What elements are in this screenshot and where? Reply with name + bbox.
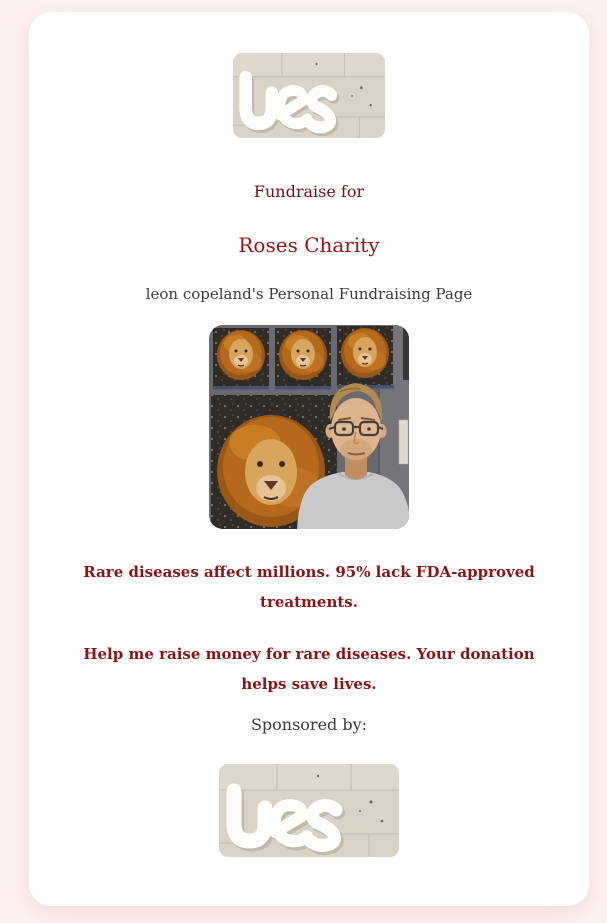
sponsor-logo-bottom xyxy=(219,764,399,857)
fundraising-email-card xyxy=(29,12,589,906)
fundraiser-photo xyxy=(209,325,409,529)
sponsored-by-label: Sponsored by: xyxy=(250,715,368,734)
lion-painting-small-1 xyxy=(213,328,269,390)
charity-name: Roses Charity xyxy=(238,233,380,257)
lion-painting-small-2 xyxy=(275,328,331,390)
description-paragraph-1: Rare diseases affect millions. 95% lack FDA-approved treatments. xyxy=(83,563,535,611)
sponsor-logo-top xyxy=(233,53,385,138)
fundraise-for-label: Fundraise for xyxy=(253,182,365,201)
personal-page-byline: leon copeland's Personal Fundraising Page xyxy=(145,285,473,303)
description-paragraph-2: Help me raise money for rare diseases. Your donation helps save lives. xyxy=(83,645,535,693)
wall-note xyxy=(399,420,408,464)
lion-painting-small-3 xyxy=(337,326,394,389)
